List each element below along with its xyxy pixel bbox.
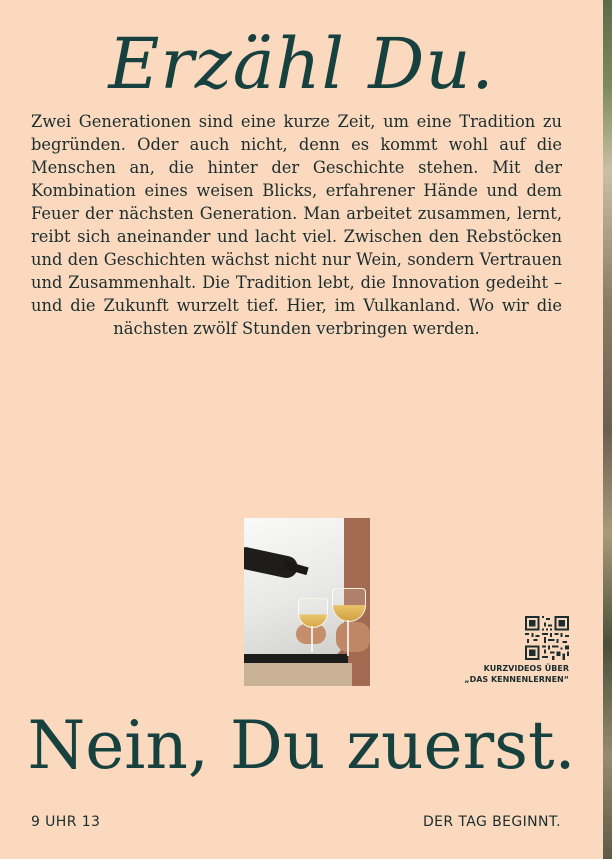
- footer-time: 9 UHR 13: [31, 814, 101, 830]
- body-paragraph: Zwei Generationen sind eine kurze Zeit, um eine Tradition zu begründen. Oder auch nicht, denn es kommt wohl auf die Menschen an, die hinter der Geschichte stehen. Mit der Kombination eines weisen Blicks, erfahrener Hände und dem Feuer der nächsten Generation. Man arbeitet zusammen, lernt, reibt sich aneinander und lacht viel. Zwischen den Rebstöcken und den Geschichten wächst nicht nur Wein, sondern Vertrauen und Zusammenhalt. Die Tradition lebt, die Innovation gedeiht – und die Zukunft wurzelt tief. Hier, im Vulkanland. Wo wir die nächsten zwölf Stunden verbringen werden.: [31, 112, 562, 338]
- qr-caption-line-2: „DAS KENNENLERNEN“: [464, 675, 569, 684]
- footer-tagline: DER TAG BEGINNT.: [422, 814, 561, 830]
- wine-pouring-photo: [244, 518, 370, 686]
- headline: Nein, Du zuerst.: [27, 707, 576, 784]
- qr-code-icon[interactable]: [525, 616, 569, 660]
- qr-caption-line-1: KURZVIDEOS ÜBER: [483, 664, 569, 673]
- background-photo-edge: [603, 0, 612, 859]
- qr-caption: [440, 663, 569, 685]
- page-title: Erzähl Du.: [108, 23, 495, 105]
